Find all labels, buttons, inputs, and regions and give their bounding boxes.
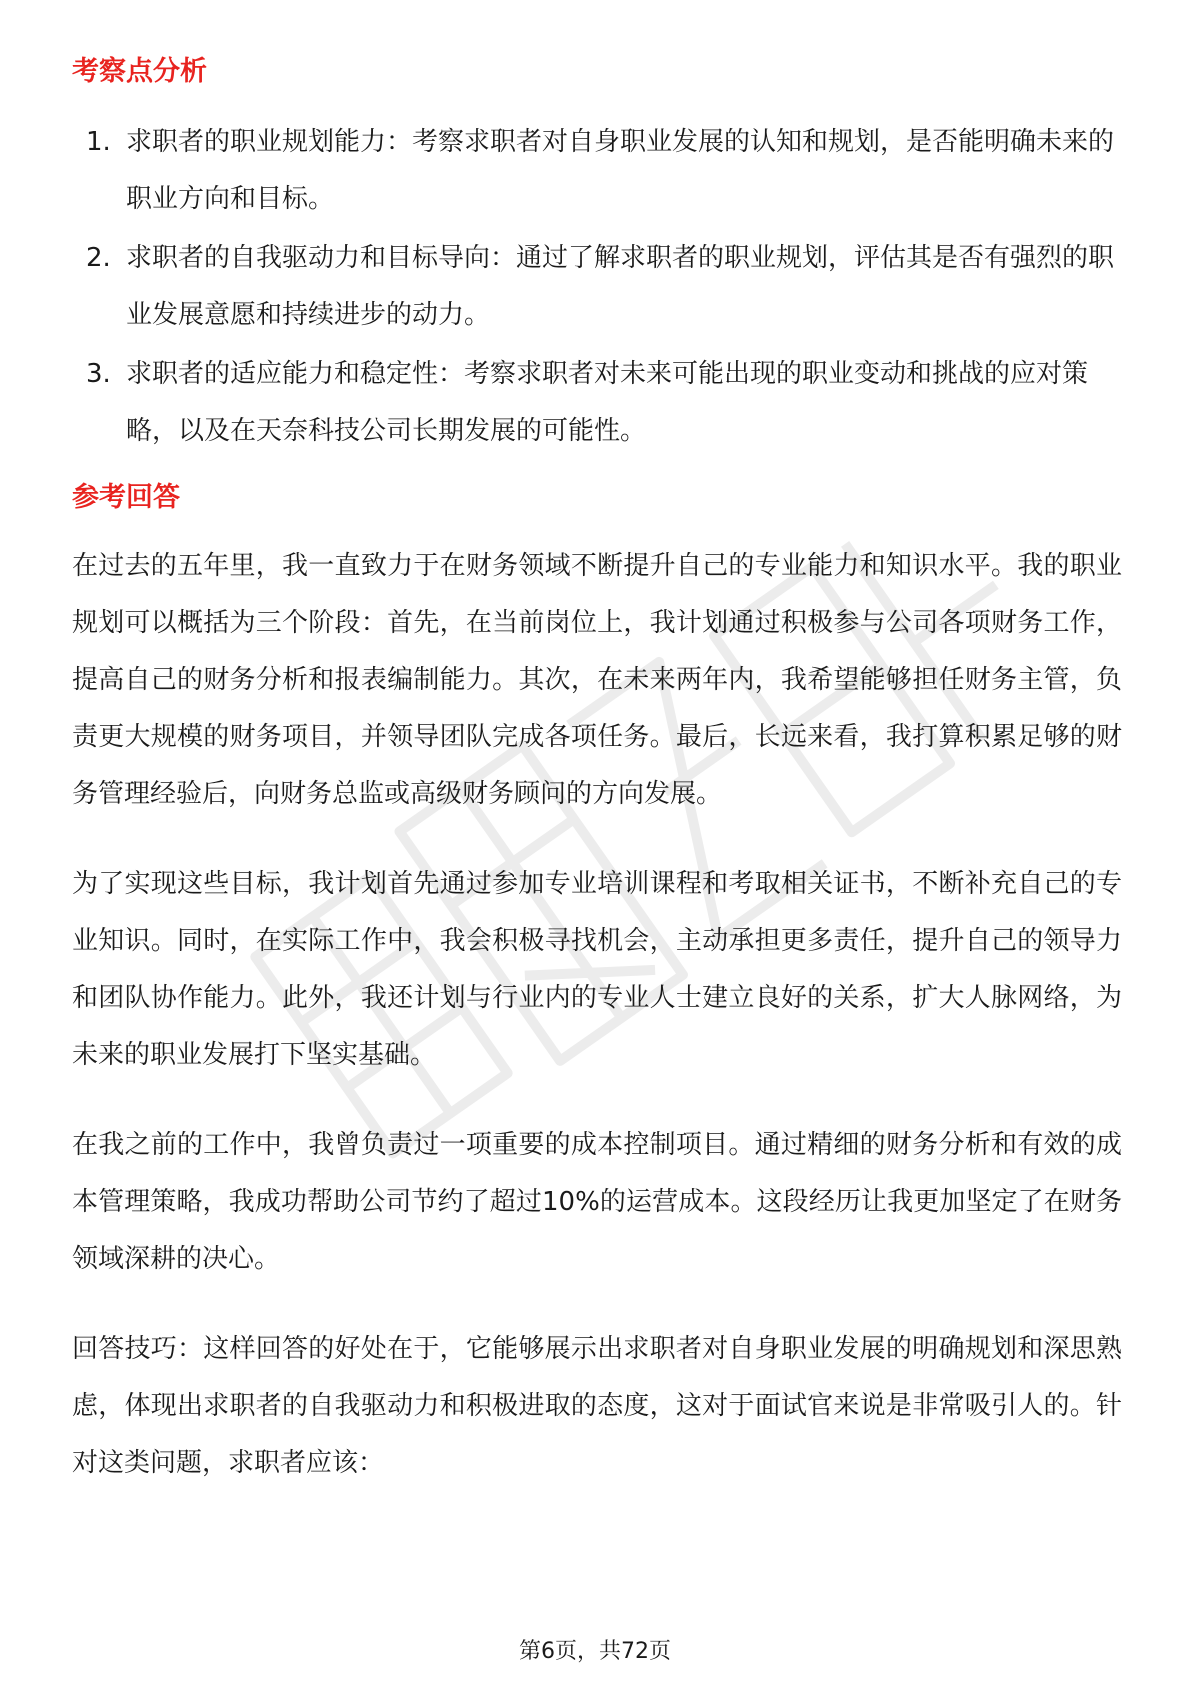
list-item-number: 3. [86, 359, 111, 389]
answer-paragraph: 在我之前的工作中，我曾负责过一项重要的成本控制项目。通过精细的财务分析和有效的成本管理策略，我成功帮助公司节约了超过10%的运营成本。这段经历让我更加坚定了在财务领域深耕的决心。 [72, 1130, 1122, 1274]
list-item-text: 求职者的自我驱动力和目标导向：通过了解求职者的职业规划，评估其是否有强烈的职业发展意愿和持续进步的动力。 [126, 243, 1115, 330]
list-item-text: 求职者的职业规划能力：考察求职者对自身职业发展的认知和规划，是否能明确未来的职业方向和目标。 [126, 127, 1115, 214]
document-content [72, 48, 1122, 1492]
page-number: 第6页，共72页 [519, 1639, 671, 1664]
list-item [72, 230, 1122, 344]
list-item-number: 2. [86, 243, 111, 273]
answer-paragraph: 为了实现这些目标，我计划首先通过参加专业培训课程和考取相关证书，不断补充自己的专业知识。同时，在实际工作中，我会积极寻找机会，主动承担更多责任，提升自己的领导力和团队协作能力。此外，我还计划与行业内的专业人士建立良好的关系，扩大人脉网络，为未来的职业发展打下坚实基础。 [72, 869, 1122, 1070]
answer-heading: 参考回答 [72, 482, 180, 513]
list-item-text: 求职者的适应能力和稳定性：考察求职者对未来可能出现的职业变动和挑战的应对策略，以及在天奈科技公司长期发展的可能性。 [126, 359, 1089, 446]
list-item-number: 1. [86, 127, 111, 157]
analysis-heading: 考察点分析 [72, 56, 207, 87]
list-item [72, 346, 1122, 460]
list-item [72, 114, 1122, 228]
analysis-list [72, 114, 1122, 460]
answer-paragraph: 在过去的五年里，我一直致力于在财务领域不断提升自己的专业能力和知识水平。我的职业规划可以概括为三个阶段：首先，在当前岗位上，我计划通过积极参与公司各项财务工作，提高自己的财务分析和报表编制能力。其次，在未来两年内，我希望能够担任财务主管，负责更大规模的财务项目，并领导团队完成各项任务。最后，长远来看，我打算积累足够的财务管理经验后，向财务总监或高级财务顾问的方向发展。 [72, 551, 1122, 809]
answer-tips-paragraph: 回答技巧：这样回答的好处在于，它能够展示出求职者对自身职业发展的明确规划和深思熟虑，体现出求职者的自我驱动力和积极进取的态度，这对于面试官来说是非常吸引人的。针对这类问题，求职者应该： [72, 1334, 1122, 1478]
